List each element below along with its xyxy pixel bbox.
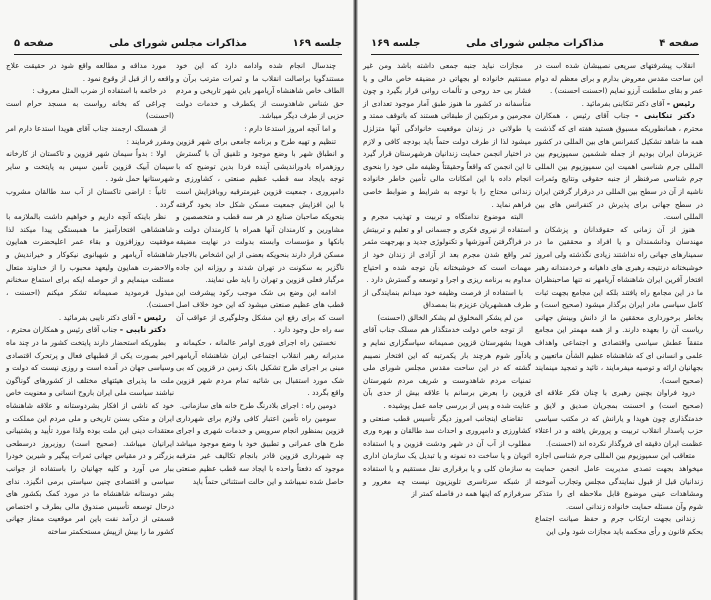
paragraph xyxy=(535,513,703,538)
paragraph xyxy=(363,312,531,325)
paragraph xyxy=(535,224,703,388)
right-page xyxy=(357,0,711,600)
paragraph-text: جناب آقای رئیس و همکاران محترم ، xyxy=(6,325,120,335)
paragraph-text: البته موضوع ندامتگاه و تربیت و تهذیب مجرم و استفاده از نیروی فکری و جسمانی او و تعلیم و تربیتش در فراگرفتن آموزشها و تکنولوژی جدید و بهرجهت مثمر ثمر واقع شدن مجرم بعد از آزادی از زندان خود از مهمات است که خوشبختانه بآن توجه شده و احتیاج مداوم به برنامه ریزی و اجرا و توسعه و گسترش دارد . xyxy=(363,212,531,285)
paragraph-text: من لم یشکر المخلوق لم یشکر الخالق (احسنت) xyxy=(377,312,523,322)
speaker-name: رئیس - xyxy=(666,98,695,108)
paragraph xyxy=(363,211,531,287)
paragraph-text: با استفاده از فرصت وظیفه خود میدانم بنمایندگی از طرف همشهریان عزیزم بنا بمصداق xyxy=(363,287,531,310)
paragraph xyxy=(363,287,531,312)
left-page xyxy=(0,0,354,600)
paragraph-text: آقای دکتر تنکابنی بفرمائید . xyxy=(581,98,667,108)
page-number: صفحه ۴ xyxy=(659,38,699,49)
page-header xyxy=(371,38,699,52)
paragraph xyxy=(6,98,174,123)
paragraph xyxy=(6,312,174,325)
text-column xyxy=(6,60,174,539)
paragraph-text: چراغی که بخانه رواست به مسجد حرام است (احسنت) xyxy=(6,98,174,121)
paragraph xyxy=(535,60,703,98)
paragraph xyxy=(176,287,344,337)
page-number: صفحه ۵ xyxy=(14,38,54,49)
speaker-name: رئیس - xyxy=(137,312,166,322)
paragraph-text: از همسلک ارجمند جناب آقای هویدا استدعا دارم امر ومقرر فرمایند : xyxy=(6,123,174,146)
paragraph-text: نخستین راه اجرای فوری اوامر عالمانه ، حکیمانه و مدبرانه رهبر انقلاب اجتماعی ایران شاهنشاه آریامهر مبنی بر اجرای طرح تشکیل بانک زمین در قزوین که بی شک مورد استقبال بی شائبه تمام مردم شهر قزوین واقع بگردد . xyxy=(176,338,344,398)
paragraph-text: انقلاب پیشرفتهای سریعی نصیبشان شده است در این ساحت مقدس معروض بدارم و برای معظم له دوام عمر و بقای سلطنت آرزو نمایم (احسنت احسنت) . xyxy=(535,61,703,96)
paragraph-text: هنوز از آن زمانی که حقوقدانان و پزشکان و مهندسان ودانشمندان و یا افراد و محققین ما در سمینارهای جهانی راه نداشتند زیادی نگذشته ولی امروز خوشبختانه درنتیجه رهبری های داهیانه و خردمندانه رهبر افتخار آفرین ایران شاهنشاه آریامهر نه تنها صاحبنظران ما در این مجامع راه یافتند بلکه این مجامع بجهت ثبات کامل سیاسی مادر ایران برگذار میشود (صحیح است) و بخاطر برخورداری محققین ما از دانش وبینش جهانی ریاست آن را بعهده دارند. و از همه مهمتر این مجامع متفقاً عطش سیاسی واقتصادی و اجتماعی واهداف علمی و انسانی ای که شاهنشاه عظیم الشأن ماتعیین و بجهانیان ارائه و توصیه میفرمایند ، تائید و تمجید مینمایند (صحیح است). xyxy=(535,224,703,385)
paragraph xyxy=(176,413,344,489)
paragraph-text: متعاقب این سمپوزیوم بین المللی جرم شناسی اجازه میخواهد بجهت تصدی مدیریت عامل انجمن حمایت زندانیان قبل از قبول نمایندگی مجلس وتجارب آموخته ومشاهدات عینی موضوع قابل ملاحظه ای را متذکر شوم وآن مسئله حمایت خانواده زندانی است. xyxy=(535,451,703,511)
paragraph xyxy=(363,324,531,412)
header-rule xyxy=(14,54,342,55)
paragraph-text: زندانی بجهت ارتکاب جرم و حفظ صیانت اجتماع بحکم قانون و رأی محکمه باید مجازات شود ولی این xyxy=(535,514,703,536)
paragraph xyxy=(6,85,174,98)
paragraph xyxy=(535,110,703,223)
text-column xyxy=(535,60,703,539)
page-header xyxy=(14,38,342,52)
paragraph xyxy=(6,186,174,211)
paragraph-text: درود فراوان بچنین رهبری با چنان فکر علاقه ای (صحیح است) و احسنت بمجریان صدیق و لایق و خدمتگذاری چون هویدا و یارانش که در مکتب سیاسی حزب پاسدار انقلاب تربیت و پرورش یافته و در اعتلاء عظمت ایران دقیقه ای فروگذار نکرده اند (احسنت). xyxy=(535,388,703,448)
paragraph xyxy=(6,211,174,312)
text-column xyxy=(176,60,344,488)
paragraph xyxy=(363,60,531,211)
paragraph-text: نظر باینکه آنچه داریم و خواهیم داشت بالملازمه با شاهنشاهی افتخارآمیز ما همبستگی پیدا میکند لذا موفقیت روزافزون و بقاء عمر اعلیحضرت همایون شاهنشاه آریامهر و شهبانوی نیکوکار و خیراندیش و والاحضرت همایون ولیعهد محبوب را از خداوند متعال مسئلت مینمایم و از حوصله ایکه برای استماع سخنانم مبذول فرمودید صمیمانه تشکر میکنم (احسنت ، احسنت). xyxy=(6,212,174,310)
speaker-name: دکتر نایبی - xyxy=(119,325,166,335)
paragraph xyxy=(6,60,174,85)
paragraph-text: جناب آقای رئیس ، همکاران محترم ، همانطوریکه مسبوق هستید هفته ای که گذشت همه ما شاهد تشکیل کنفرانس های بین المللی در کشور عزیزمان ایران بودیم از جمله ششمین سمپوزیوم بین المللی جرم شناسی اهمیت این سمپوزیوم بین المللی جرم شناسی صرفنظر از جنبه حقوقی ونتایج وثمرات ناشیه از آن در سطح بین المللی در درقرار گرفتن ایران در سطح جهانی برای پذیرش در کنفرانس های بین المللی است. xyxy=(535,111,703,222)
paragraph xyxy=(6,337,174,539)
paragraph-text: ادامه این وضع بی شک موجب رکود پیشرفت این قطب های عظیم صنعتی میشود که این خود خلاف اصل است که برای رفع این مشکل وجلوگیری از عواقب آن سه راه حل وجود دارد . xyxy=(176,287,344,335)
paragraph-text: از توجه خاص دولت خدمتگذار هم مسلک جناب آقای هویدا بشهرستان قزوین صمیمانه سپاسگزاری نمایم و یادآور شوم هرچند بار یکمرتبه که این افتخار نصیبم گشته که در این ساحت مقدس مجلس شورای ملی تمنیات مردم شاهدوست و شریف مردم شهرستان قزوین را بعرض برسانم با علاقه بیش از حدی بآن عنایت شده و پس از بررسی جامه عمل پوشیده . xyxy=(363,325,531,411)
paragraph-text: دومین راه : اجرای بلادرنگ طرح خانه های سازمانی. xyxy=(179,401,336,411)
paragraph-text: اولا : بدواً سیمان شهر قزوین و تاکستان از کارخانه سیمان آبیک قزوین تأمین سپس به پایتخت و سایر شهرستانها حمل شود . xyxy=(6,149,174,184)
paragraph xyxy=(176,400,344,413)
paragraph xyxy=(363,413,531,501)
session-number: جلسه ۱۶۹ xyxy=(371,38,421,49)
paragraph xyxy=(6,148,174,186)
paragraph xyxy=(176,60,344,123)
paragraph xyxy=(176,123,344,136)
paragraph xyxy=(6,123,174,148)
paragraph xyxy=(535,98,703,111)
paragraph xyxy=(6,324,174,337)
publication-title: مذاکرات مجلس شورای ملی xyxy=(466,38,604,49)
paragraph-text: مورد مداقه و مطالعه واقع شود در حقیقت علاج واقعه را از قبل از وقوع نمود . xyxy=(6,61,174,83)
paragraph-text: تقاضای اینجانب امروز دیگر تأسیس قطب صنعتی و کشاورزی و دامپروری و احداث سد طالقان و بهره وری مطلوب از آب آن در شهر ودشت قزوین و یا استفاده اتوبان و یا ساخت ده نمونه و یا تبدیل یک سازمان اداری به سازمان کلی و یا برقراری نقل مستقیم و یا استفاده از شبکه سرتاسری تلویزیون نیست چه مغرور و سرفرازم که اینها همه در فاصله کمتر از xyxy=(363,413,531,499)
book-gutter xyxy=(353,0,358,600)
paragraph-text: بطوریکه استحضار دارند پایتخت کشور ما در چند ماه اخیر بصورت یکی از قطبهای فعال و پرتحرک اقتصادی وسیاسی جهان در آمده است و روزی نیست که دولت و ملت ما پذیرای هیئتهای مختلف از کشورهای گوناگون نباشند سیاست ملی ایران باروح انسانی و معنویت خاص خود که ناشی از افکار بشردوستانه و علاقه شاهنشاه ایران و متکی بسنن تاریخی و ملی مردم این مملکت و معتقدات دینی این ملت بوده ولذا مورد تأیید و پشتیبانی ایرانیان میباشد. (صحیح است) روزبروز درسطحی بزرگتر و در مقیاس جهانی ثمرات پیگیر و شیرین خودرا ببار می آورد و کلیه جهانیان را باستفاده از جوانب سیاسی و اقتصادی چنین سیاستی برمی انگیزد. ندای بشر دوستانه شاهنشاه ما در مورد کمک بکشور های درحال توسعه تأسیس صندوق مالی بطرف و اختصاص قسمتی از درآمد نفت باین امر موقعیت ممتاز جهانی کشور ما را بیش ازپیش مستحکمتر ساخته xyxy=(6,338,174,536)
paragraph-text: و اما آنچه امروز استدعا دارم : xyxy=(244,123,336,133)
paragraph xyxy=(176,136,344,287)
header-rule xyxy=(371,54,699,55)
paragraph-text: در خاتمه با استفاده از ضرب المثل معروف : xyxy=(32,86,166,96)
paragraph-text: مجازات نباید جنبه جمعی داشته باشد ومن غیر مستقیم خانواده او بجهاتی در مضیقه خاص مالی و یا فشار بی حد روحی و تألمات روانی قرار بگیرد و چون متأسفانه در کشور ما هنوز طبق آمار موجود تعدادی از مجرمین و مرتکبین از طبقاتی هستند که باتوقف ممتد و یا طولانی در زندان موقعیت خانوادگی آنها متزلزل میشود لذا از طرف دولت حتماً باید بودجه کافی و لازم در اختیار انجمن حمایت زندانیان هرشهرستان قرار گیرد تا این انجمن که واقعاً وحقیقتاً وظیفه ملی خود را بنحوی انجام داده با این امکانات مالی تأمین خاطر خانواده زندانی محتاج را با توجه به شرایط و ضوابط خاصی فراهم نماید . xyxy=(363,61,531,209)
text-column xyxy=(363,60,531,501)
paragraph xyxy=(535,450,703,513)
paragraph-text: ثانیاً : اراضی تاکستان از آب سد طالقان مشروب گردد . xyxy=(6,186,174,209)
session-number: جلسه ۱۶۹ xyxy=(292,38,342,49)
publication-title: مذاکرات مجلس شورای ملی xyxy=(109,38,247,49)
paragraph-text: تنظیم و تهیه طرح و برنامه جامعی برای شهر قزوین و انطباق شهر با وضع موجود و تلفیق آن با گسترش روزهمراه بادوراندیشی آینده فردا بدین توضیح که با توجه بایجاد سه قطب عظیم صنعتی ، کشاورزی و دامپروری ، جمعیت قزوین غیرمترقبه روبافزایش است با این افزایش جمعیت مسکن شکل حاد بخود گرفته بنحویکه صاحبان صنایع در هر سه قطب و متخصصین و مشاورین و کارمندان آنها همراه با کارمندان دولت و بانکها و مؤسسات وابسته بدولت در نهایت مضیقه مسکن قرار دارند بنحویکه بعضی از این اشخاص بالاجبار ناگزیر به سکونت در تهران شدند و روزانه این جاده مرگبار فعلی قزوین و تهران را باید طی نمایند. xyxy=(176,136,344,285)
paragraph xyxy=(176,337,344,400)
paragraph-text: آقای دکتر نایبی بفرمائید . xyxy=(58,312,138,322)
speaker-name: دکتر تنکابنی - xyxy=(635,111,695,121)
paragraph xyxy=(535,387,703,450)
paragraph-text: چندسال انجام شده وادامه دارد که این خود مستندگویا براصالت انقلاب ما و ثمرات مترتب برآن و الطاف خاص شاهنشاه آریامهر باین شهر تاریخی و مردم حق شناس شاهدوست از یکطرف و خدمات دولت حزبی از طرف دیگر میباشد. xyxy=(176,61,344,121)
paragraph-text: سومین راه تأمین اعتبار کافی ولازم برای شهرداری قزوین بمنظور انجام سرویس و خدمات شهری و اجرای طرح های عمرانی و تطبیق خود با وضع موجود میباشد چه شهرداری قزوین قادر بانجام تکالیف غیر مترقبه موجود که دفعتاً واحده با ایجاد سه قطب عظیم صنعتی حاصل شده نمیباشد و این حالت استثنائی حتماً باید xyxy=(176,413,344,486)
